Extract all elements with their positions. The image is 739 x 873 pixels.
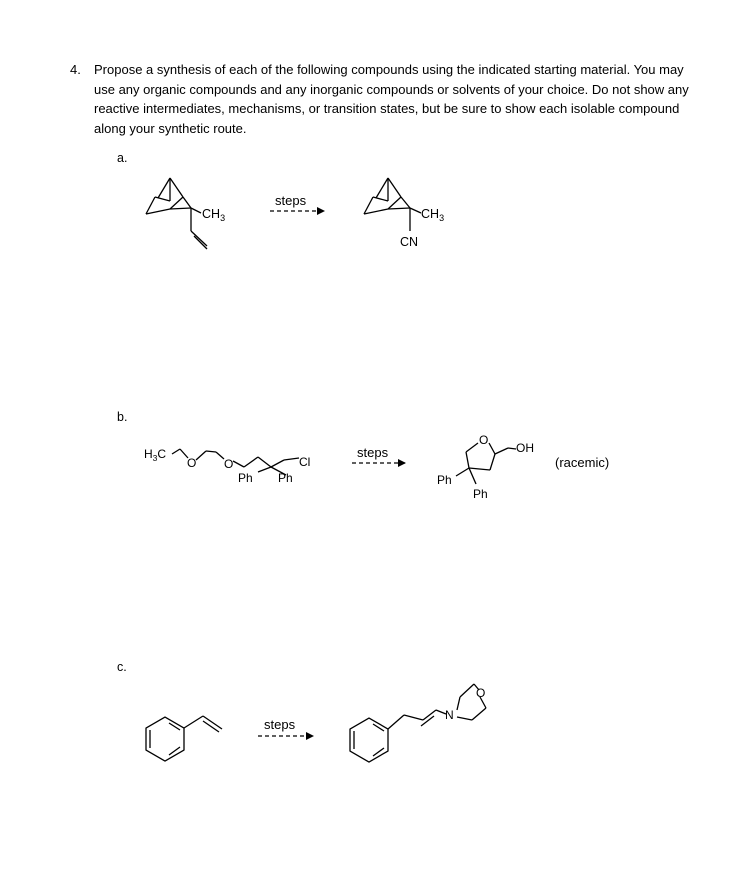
part-c-arrow-label: steps (264, 717, 296, 732)
part-c-product (350, 684, 486, 762)
part-b-product-ph2: Ph (473, 487, 488, 501)
part-b-arrow-label: steps (357, 445, 389, 460)
question-number: 4. (70, 62, 81, 77)
part-b-product-o: O (479, 433, 489, 447)
part-a-start-ch3: $CH_3$ (202, 207, 226, 223)
part-b-cl: Cl (299, 455, 311, 469)
part-a-starting-material (146, 178, 207, 249)
part-a-arrow-label: steps (275, 193, 307, 208)
part-a-product-ch3: $CH_3$ (421, 207, 445, 223)
part-c-starting-material (146, 716, 222, 761)
part-b-label: b. (117, 410, 128, 424)
part-b-o1: O (187, 456, 197, 470)
part-b-ph1: Ph (238, 471, 253, 485)
question-text: Propose a synthesis of each of the following compounds using the indicated starting material. You may use any organic compounds and any inorganic compounds or solvents of your choice. Do not show any reactive intermediates, mechanisms, or transition states, but be sure to show each isolable compound along your synthetic route. (94, 62, 689, 136)
part-b-product-ph1: Ph (437, 473, 452, 487)
part-c-product-o: O (476, 686, 486, 700)
part-a-product-cn: CN (400, 235, 419, 249)
part-b-o2: O (224, 457, 234, 471)
part-a-label: a. (117, 151, 128, 165)
part-b-product-oh: OH (516, 441, 534, 455)
part-c-label: c. (117, 660, 127, 674)
part-b-racemic-note: (racemic) (555, 455, 610, 470)
part-b-product (456, 443, 516, 484)
part-a-product (364, 178, 421, 231)
part-c-product-n: N (445, 708, 454, 722)
part-b-h3c: $H_3C$ (144, 447, 167, 463)
part-b-ph2: Ph (278, 471, 293, 485)
